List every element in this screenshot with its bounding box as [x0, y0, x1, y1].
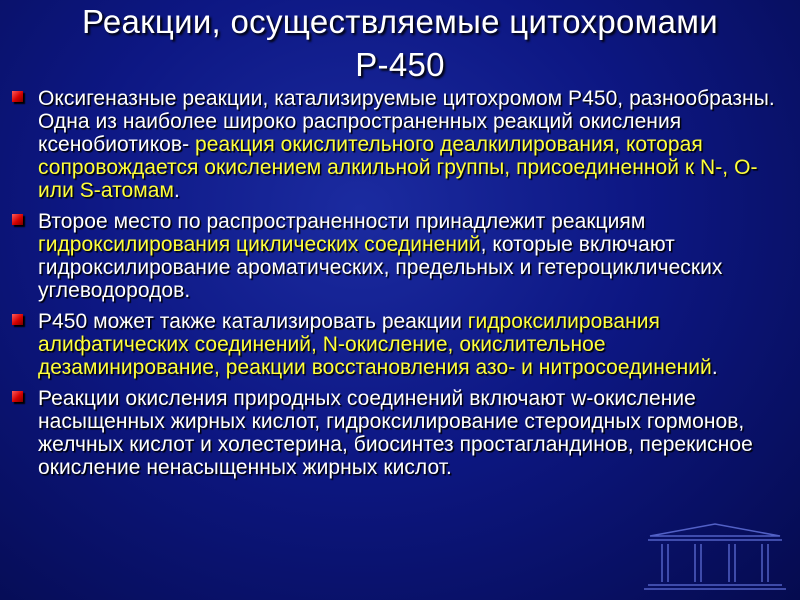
- slide-title: [0, 0, 800, 86]
- bullet-marker-icon: [12, 391, 23, 402]
- bullet-marker-icon: [12, 314, 23, 325]
- bullet-2-text-b: , которые включают гидроксилирование ароматических, предельных и гетероциклических углеводородов.: [38, 233, 723, 302]
- slide-title-line2: Р-450: [355, 46, 445, 83]
- columns-temple-icon: [640, 522, 790, 592]
- bullet-3-highlight: гидроксилирования алифатических соединений, N-окисление, окислительное дезаминирование, реакции восстановления азо- и нитросоединений: [38, 310, 712, 379]
- bullet-3-text-a: Р450 может также катализировать реакции: [38, 310, 468, 333]
- bullet-1-text-b: .: [173, 179, 180, 202]
- bullet-3-text-b: .: [711, 356, 718, 379]
- bullet-item-1: [12, 87, 790, 202]
- bullet-4-text: Реакции окисления природных соединений включают w-окисление насыщенных жирных кислот, гидроксилирование стероидных гормонов, желчных кислот и холестерина, биосинтез простагландинов, перекисное окисление ненасыщенных жирных кислот.: [38, 387, 753, 479]
- slide-title-line1: Реакции, осуществляемые цитохромами: [81, 3, 719, 40]
- bullet-marker-icon: [12, 214, 23, 225]
- bullet-2-highlight: гидроксилирования циклических соединений: [38, 233, 481, 256]
- bullet-item-2: [12, 210, 790, 302]
- bullet-1-text-a: Оксигеназные реакции, катализируемые цитохромом Р450, разнообразны. Одна из наиболее широко распространенных реакций окисления ксенобиотиков-: [38, 87, 775, 156]
- bullet-marker-icon: [12, 91, 23, 102]
- bullet-2-text-a: Второе место по распространенности принадлежит реакциям: [38, 210, 646, 233]
- bullet-1-highlight: реакция окислительного деалкилирования, которая сопровождается окислением алкильной группы, присоединенной к N-, O- или S-атомам: [38, 133, 758, 202]
- bullet-item-3: [12, 310, 790, 379]
- bullet-item-4: [12, 387, 790, 479]
- bullet-list: [12, 87, 790, 487]
